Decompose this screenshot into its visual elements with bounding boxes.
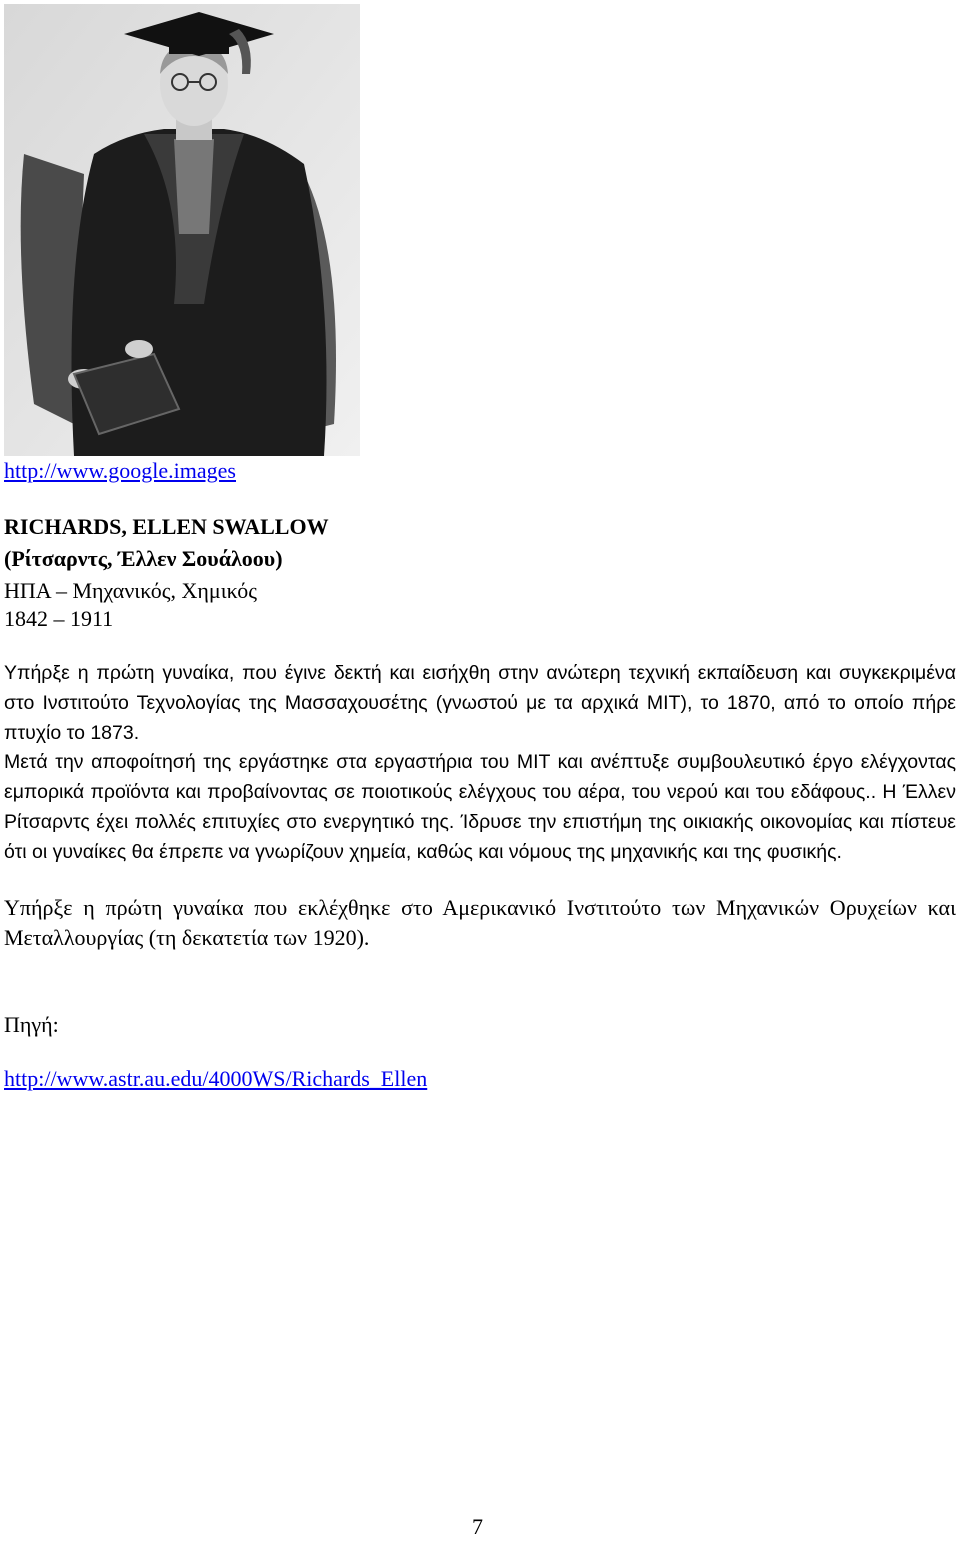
bio-paragraph-1: Υπήρξε η πρώτη γυναίκα, που έγινε δεκτή και εισήχθη στην ανώτερη τεχνική εκπαίδευση και συγκεκριμένα στο Ινστιτούτο Τεχνολογίας της Μασσαχουσέτης (γνωστού με τα αρχικά MIT), το 1870, από το οποίο πήρε πτυχίο το 1873. (4, 662, 956, 744)
subject-name: RICHARDS, ELLEN SWALLOW (4, 514, 329, 539)
portrait-illustration (4, 4, 360, 456)
subject-name-greek: (Ρίτσαρντς, Έλλεν Σουάλοου) (4, 546, 283, 571)
subject-years: 1842 – 1911 (4, 606, 114, 631)
image-source-link[interactable]: http://www.google.images (4, 458, 236, 483)
page-number: 7 (472, 1514, 483, 1539)
bio-paragraph-2: Μετά την αποφοίτησή της εργάστηκε στα εργαστήρια του MIT και ανέπτυξε συμβουλευτικό έργο ελέγχοντας εμπορικά προϊόντα και προβαίνοντας σε ποιοτικούς ελέγχους του αέρα, του νερού και του εδάφους.. Η Έλλεν Ρίτσαρντς έχει πολλές επιτυχίες στο ενεργητικό της. Ίδρυσε την επιστήμη της οικιακής οικονομίας και πίστευε ότι οι γυναίκες θα έπρεπε να γνωρίζουν χημεία, καθώς και νόμους της μηχανικής και της φυσικής. (4, 751, 956, 863)
source-link[interactable]: http://www.astr.au.edu/4000WS/Richards_Ellen (4, 1066, 428, 1091)
portrait-photo (4, 4, 360, 456)
bio-paragraph-3: Υπήρξε η πρώτη γυναίκα που εκλέχθηκε στο Αμερικανικό Ινστιτούτο των Μηχανικών Ορυχείων και Μεταλλουργίας (τη δεκατετία των 1920). (4, 895, 956, 950)
subject-role: ΗΠΑ – Μηχανικός, Χημικός (4, 578, 257, 603)
source-label: Πηγή: (4, 1012, 59, 1037)
